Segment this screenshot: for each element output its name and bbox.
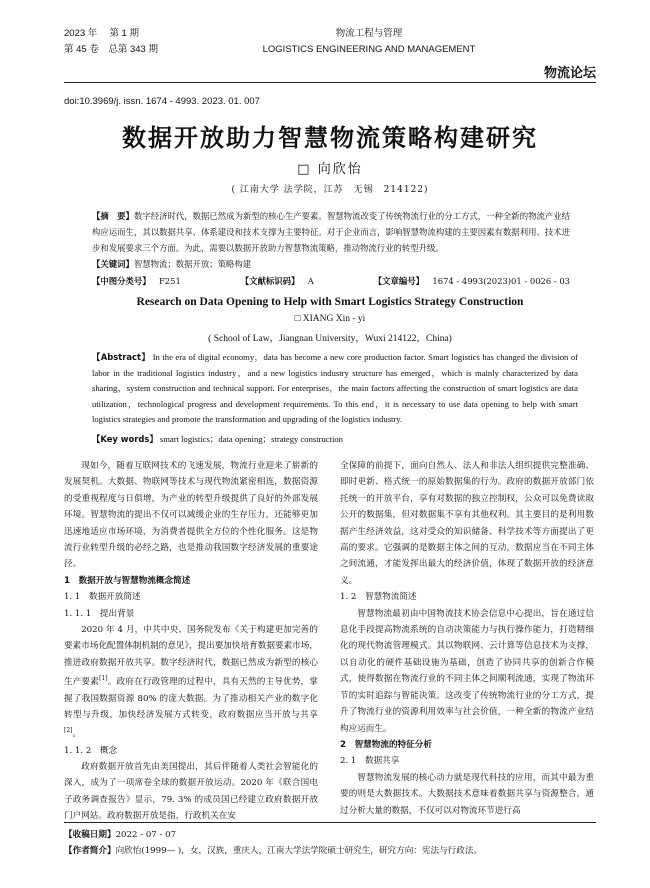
article-label: 【文章编号】 xyxy=(373,276,425,286)
citation-1: [1] xyxy=(99,675,108,683)
subsection-heading-1-2: 1. 2 智慧物流简述 xyxy=(340,592,417,603)
keywords-en xyxy=(92,432,578,448)
bio-value: 向欣怡(1999— )，女，汉族，重庆人，江南大学法学院硕士研究生，研究方向：宪法与行政法。 xyxy=(115,846,483,856)
doc-label: 【文献标识码】 xyxy=(240,276,300,286)
citation-2: [2] xyxy=(64,727,73,735)
paragraph-background xyxy=(64,622,318,743)
clc-label: 【中图分类号】 xyxy=(92,276,151,286)
volume-info: 第 45 卷 总第 343 期 xyxy=(64,44,158,55)
doi: doi:10.3969/j. issn. 1674 - 4993. 2023. 01. 007 xyxy=(64,96,260,107)
english-author: □ XIANG Xin - yi xyxy=(294,314,366,324)
abstract-en-text: In the era of digital economy，data has become a new core production factor. Smart logistics has changed the division of labor in the traditional logistics industry，and a new logistics industry structure has emerged，which is mainly characterized by data sharing，system construction and technical support. For enterprises，the main factors affecting the construction of smart logistics are data utilization，technological progress and development requirements. To this end，it is necessary to use data opening to help with smart logistics strategies and promote the transformation and upgrading of the logistics industry. xyxy=(92,352,578,424)
received-label: 【收稿日期】 xyxy=(64,830,116,840)
keywords-en-label: 【Key words】 xyxy=(92,434,158,444)
english-affiliation: ( School of Law，Jiangnan University，Wuxi 214122，China) xyxy=(208,334,452,344)
journal-name-en: LOGISTICS ENGINEERING AND MANAGEMENT xyxy=(262,44,476,55)
subsection-heading-1-1-2: 1. 1. 2 概念 xyxy=(64,745,118,756)
footnote xyxy=(64,822,596,859)
keywords-en-text: smart logistics；data opening；strategy construction xyxy=(159,434,343,444)
issue-info xyxy=(64,26,158,58)
paragraph-smart-logistics: 智慧物流最初由中国物流技术协会信息中心提出，旨在通过信息化手段提高物流系统的自动决策能力与执行操作能力，打造精细化的现代物流管理模式。其以物联网、云计算等信息技术为支撑，以自动化的硬件基础设施为基础，创造了协同共享的创新合作模式，使得数据在物流行业的不同主体之间顺利流通，实现了物流环节的实时追踪与智能决策。这改变了传统物流行业的分工方式，提升了物流行业的资源利用效率与社会价值，一种全新的物流产业结构应运而生。 xyxy=(340,608,594,734)
bio-label: 【作者简介】 xyxy=(64,846,116,856)
section-heading-2: 2 智慧物流的特征分析 xyxy=(340,739,432,750)
paragraph-text: 2020 年 4 月，中共中央、国务院发布《关于构建更加完善的要素市场化配置体制机制的意见》，提出要加快培育数据要素市场，推进政府数据开放共享。数字经济时代，数据已然成为新型的核心生产要素 xyxy=(64,625,318,688)
received-value: 2022 - 07 - 07 xyxy=(115,830,177,840)
running-header xyxy=(64,26,596,82)
keywords-cn xyxy=(92,256,570,272)
header-rule xyxy=(64,82,596,83)
keywords-cn-text: 智慧物流；数据开放；策略构建 xyxy=(133,259,252,269)
english-title: Research on Data Opening to Help with Smart Logistics Strategy Construction xyxy=(136,296,524,308)
body-column-left xyxy=(64,458,318,825)
subsection-heading-2-1: 2. 1 数据共享 xyxy=(340,756,400,767)
subsection-heading-1-1-1: 1. 1. 1 提出背景 xyxy=(64,608,135,619)
abstract-cn-text: 数字经济时代，数据已然成为新型的核心生产要素。智慧物流改变了传统物流行业的分工方式，一种全新的物流产业结构应运而生，其以数据共享、体系建设和技术支撑为主要特征。对于企业而言，影响智慧物流构建的主要因素有数据利用、技术进步和发展要求三个方面。为此，需要以数据开放助力智慧物流策略，推动物流行业的转型升级。 xyxy=(92,211,571,253)
paragraph-data-sharing: 智慧物流发展的核心动力就是现代科技的应用，而其中最为重要的则是大数据技术。大数据技术意味着数据共享与资源整合，通过分析大量的数据，不仅可以对物流环节进行高 xyxy=(340,772,594,816)
paragraph-text: 。 xyxy=(72,729,82,740)
abstract-en-label: 【Abstract】 xyxy=(92,352,151,362)
journal-name-cn: 物流工程与管理 xyxy=(335,28,403,39)
body-column-right xyxy=(340,458,594,819)
doc-code xyxy=(241,273,314,289)
abstract-cn xyxy=(92,208,570,256)
affiliation: ( 江南大学 法学院，江苏 无锡 214122) xyxy=(231,185,429,195)
author-bio xyxy=(64,843,596,859)
year-issue: 2023 年 第 1 期 xyxy=(64,28,139,39)
paragraph-continued: 全保障的前提下，面向自然人、法人和非法人组织提供完整准确、即时更新、格式统一的原始数据集的行为。政府的数据开放部门依托统一的开放平台，享有对数据的独立控制权，公众可以免费读取公开的数据集，但对数据集不享有其他权利。其主要目的是利用数据产生经济效益，这对受众的知识储备、科学技术等方面提出了更高的要求。它强调的是数据主体之间的互动，数据应当在不同主体之间流通，才能发挥出最大的经济价值，体现了数据开放的经济意义。 xyxy=(340,461,594,586)
journal-name xyxy=(244,26,494,58)
subsection-heading-1-1: 1. 1 数据开放简述 xyxy=(64,592,141,603)
received-date xyxy=(64,827,596,843)
section-heading-1: 1 数据开放与智慧物流概念简述 xyxy=(64,575,191,586)
classification-row xyxy=(92,273,570,289)
author: □ 向欣怡 xyxy=(297,162,363,177)
abstract-cn-label: 【摘 要】 xyxy=(92,211,134,221)
doc-value: A xyxy=(307,276,314,286)
keywords-cn-label: 【关键词】 xyxy=(92,259,134,269)
abstract-en xyxy=(92,350,578,428)
intro-paragraph: 现如今，随着互联网技术的飞速发展，物流行业迎来了崭新的发展契机。大数据、物联网等技术与现代物流紧密相连，数据资源的受重视程度与日俱增，为产业的转型升级提供了良好的外部发展环境。智慧物流的提出不仅可以减缓企业的生存压力，还能够更加迅速地适应市场环境，为消费者提供全方位的个性化服务。这是物流行业转型升级的必经之路，也是推动我国数字经济发展的重要途径。 xyxy=(64,461,318,570)
clc-number xyxy=(92,273,181,289)
column-name: 物流论坛 xyxy=(543,65,596,80)
clc-value: F251 xyxy=(159,276,181,286)
article-value: 1674 - 4993(2023)01 - 0026 - 03 xyxy=(432,276,570,286)
article-number xyxy=(374,273,570,289)
paper-title: 数据开放助力智慧物流策略构建研究 xyxy=(122,123,538,152)
paragraph-text: 。政府在行政管理的过程中，具有天然的主导优势，掌握了我国数据资源 80% 的庞大数据。为了推动相关产业的数字化转型与升级，加快经济发展方式转变，政府数据应当开放与共享 xyxy=(64,677,318,720)
paragraph-concept: 政府数据开放首先由美国提出，其后伴随着人类社会智能化的深入，成为了一项席卷全球的数据开放运动。2020 年《联合国电子政务调查报告》显示，79. 3% 的成员国已经建立政府数据开放门户网站。政府数据开放是指，行政机关在安 xyxy=(64,762,318,822)
